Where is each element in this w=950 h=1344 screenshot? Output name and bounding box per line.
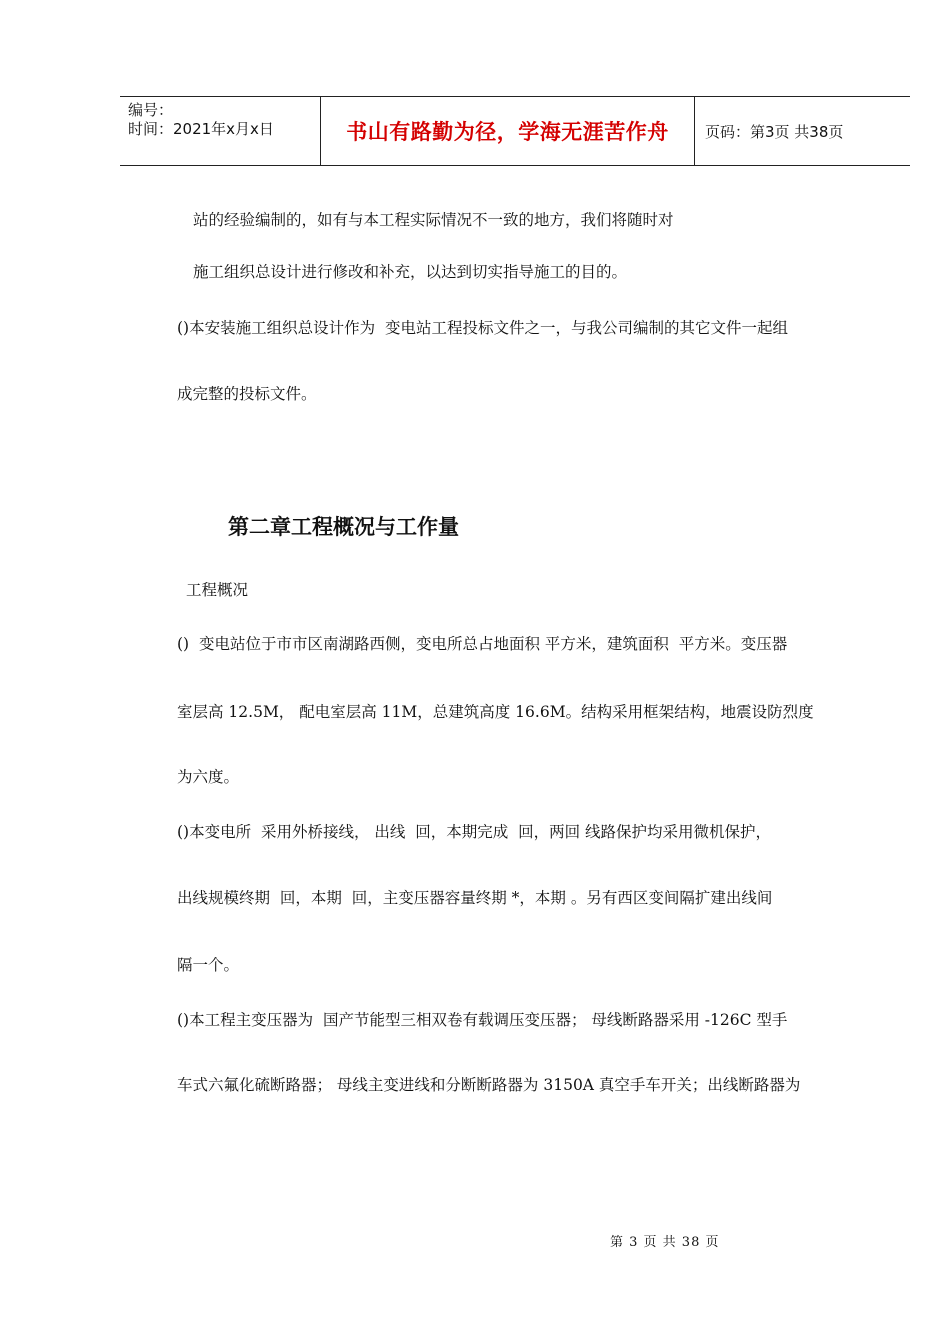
chapter-heading: 第二章工程概况与工作量: [228, 515, 459, 539]
document-number-label: 编号：: [128, 101, 174, 119]
paragraph-line: 室层高 12.5M， 配电室层高 11M，总建筑高度 16.6M。结构采用框架结构，地震设防烈度: [177, 703, 814, 721]
paragraph-line: ()本工程主变压器为 国产节能型三相双卷有载调压变压器； 母线断路器采用 -126C 型手: [177, 1011, 788, 1029]
paragraph-line: 成完整的投标文件。: [177, 385, 317, 403]
paragraph-line: 隔一个。: [177, 956, 240, 974]
paragraph-line: 出线规模终期 回，本期 回，主变压器容量终期 *，本期 。另有西区变间隔扩建出线间: [177, 889, 773, 907]
paragraph-line: 站的经验编制的，如有与本工程实际情况不一致的地方，我们将随时对: [193, 211, 674, 229]
paragraph-line: 为六度。: [177, 768, 240, 786]
section-title: 工程概况: [186, 581, 249, 599]
header-meta-cell: [120, 97, 321, 165]
paragraph-line: ()本安装施工组织总设计作为 变电站工程投标文件之一，与我公司编制的其它文件一起组: [177, 319, 788, 337]
header-page-number: 页码：第3页 共38页: [705, 122, 844, 141]
document-date-label: 时间：2021年x月x日: [128, 120, 274, 138]
paragraph-line: ()本变电所 采用外桥接线， 出线 回，本期完成 回，两回 线路保护均采用微机保护，: [177, 823, 772, 841]
page-header: [120, 96, 910, 166]
page-footer: 第 3 页 共 38 页: [610, 1235, 720, 1250]
header-motto: 书山有路勤为径，学海无涯苦作舟: [321, 97, 695, 165]
paragraph-line: 施工组织总设计进行修改和补充，以达到切实指导施工的目的。: [193, 263, 628, 281]
paragraph-line: 车式六氟化硫断路器； 母线主变进线和分断断路器为 3150A 真空手车开关；出线断路器为: [177, 1076, 801, 1094]
paragraph-line: () 变电站位于市市区南湖路西侧，变电所总占地面积 平方米，建筑面积 平方米。变压器: [177, 635, 788, 653]
